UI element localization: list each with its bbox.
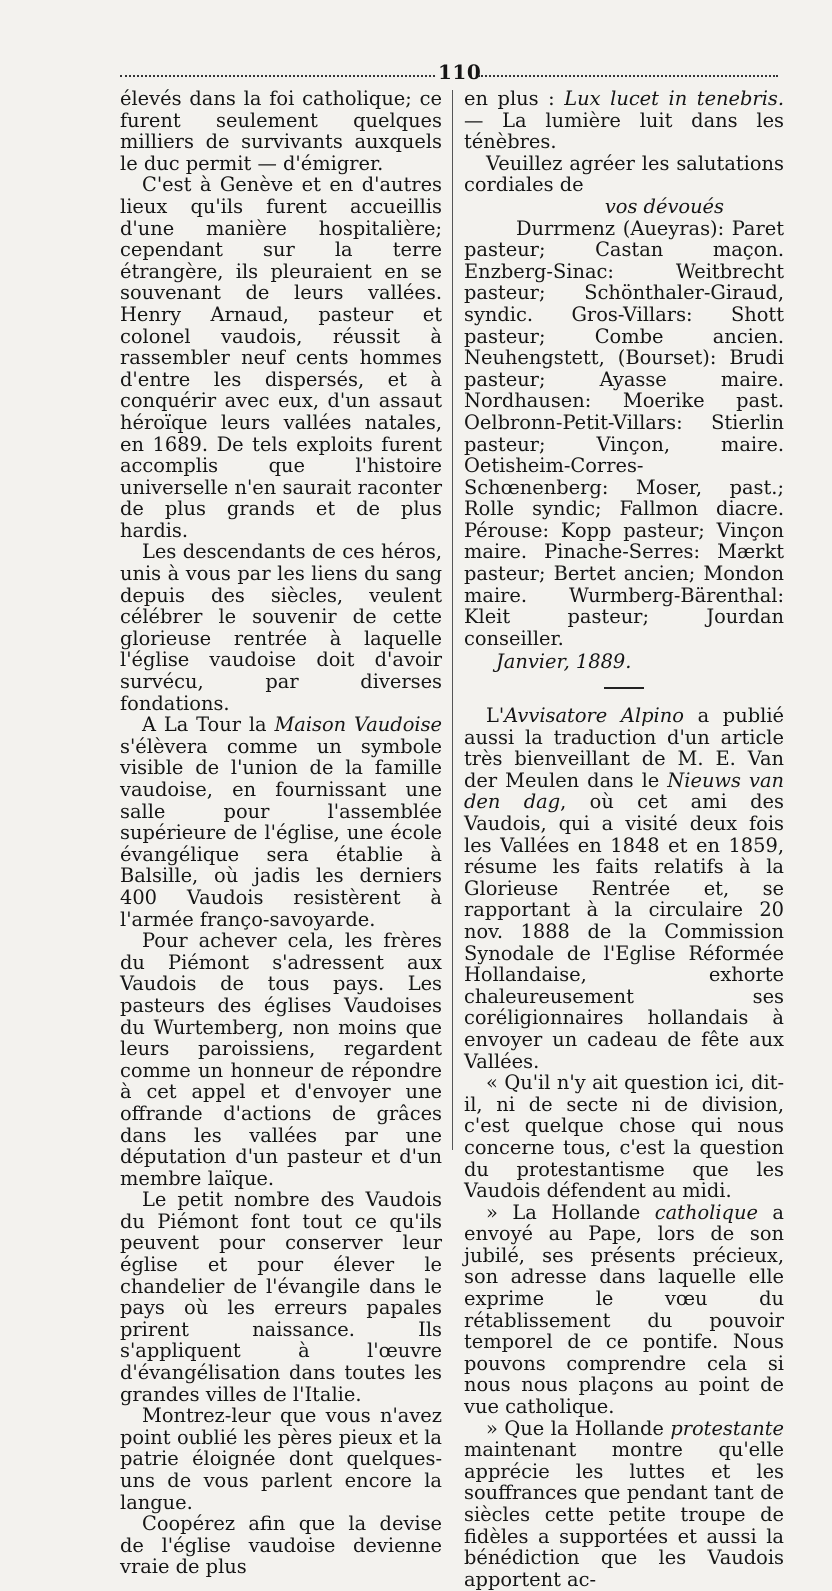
- right-column: [464, 88, 784, 1590]
- latin-motto: Lux lucet in tenebris.: [564, 87, 785, 110]
- column-divider: [452, 90, 453, 1150]
- paragraph: Pour achever cela, les frères du Piémont s'adressent aux Vaudois de tous pays. Les pasteurs des églises Vaudoises du Wurtemberg, non moins que leurs paroissiens, regardent comme un honneur de répondre à cet appel et d'envoyer une offrande d'actions de grâces dans les vallées par une députation d'un pasteur et d'un membre laïque.: [120, 929, 442, 1190]
- italic-word: catholique: [654, 1200, 758, 1224]
- text-run: A La Tour la: [142, 713, 275, 737]
- paragraph: Montrez-leur que vous n'avez point oublié les pères pieux et la patrie éloignée dont quelques-uns de vous parlent encore la langue.: [120, 1404, 442, 1514]
- text-run: L': [486, 704, 505, 728]
- text-run: s'élèvera comme un symbole visible de l'union de la famille vaudoise, en fournissant une salle pour l'assemblée supérieure de l'église, une école évangélique sera établie à Balsille, où jadis les derniers 400 Vaudois resistèrent à l'armée franço-savoyarde.: [120, 734, 442, 931]
- italic-word: protestante: [670, 1416, 784, 1440]
- text-run: a publié aussi la traduction d'un article très bienveillant de M. E. Van der Meulen dans le: [464, 704, 784, 792]
- text-run: » La Hollande: [486, 1200, 655, 1224]
- paragraph-maison-vaudoise: [120, 714, 442, 930]
- text-run: maintenant montre qu'elle apprécie les luttes et les souffrances que pendant tant de siècles cette petite troupe de fidèles a supportées et aussi la bénédiction que les Vaudois apportent ac-: [464, 1438, 784, 1591]
- text-run: a envoyé au Pape, lors de son jubilé, ses présents précieux, son adresse dans laquelle elle exprime le vœu du rétablissement du pouvoir temporel de ce pontife. Nous pouvons comprendre cela si nous nous plaçons au point de vue catholique.: [464, 1200, 784, 1419]
- paragraph: Coopérez afin que la devise de l'église vaudoise devienne vraie de plus: [120, 1512, 442, 1579]
- paragraph-quote: [464, 1418, 784, 1591]
- page-number: 110: [438, 60, 482, 84]
- header-rule-left: [120, 75, 435, 77]
- section-divider: [604, 687, 644, 689]
- text-run: en plus :: [464, 87, 565, 110]
- left-column: [120, 88, 442, 1578]
- paragraph-quote: [464, 1202, 784, 1418]
- paragraph-avvisatore: [464, 705, 784, 1072]
- text-run: , où cet ami des Vaudois, qui a visité deux fois les Vallées en 1848 et en 1859, résume les faits relatifs à la Glorieuse Rentrée et, se rapportant à la circulaire 20 nov. 1888 de la Commission Synodale de l'Eglise Réformée Hollandaise, exhorte chaleureusement ses coréligionnaires hollandais à envoyer un cadeau de fête aux Vallées.: [464, 790, 784, 1073]
- text-run: — La lumière luit dans les ténèbres.: [464, 108, 784, 154]
- signatories: Durrmenz (Aueyras): Paret pasteur; Castan maçon. Enzberg-Sinac: Weitbrecht pasteur; Schönthaler-Giraud, syndic. Gros-Villars: Shott pasteur; Combe ancien. Neuhengstett, (Bourset): Brudi pasteur; Ayasse maire. Nordhausen: Moerike past. Oelbronn-Petit-Villars: Stierlin pasteur; Vinçon, maire. Oetisheim-Corres-Schœnenberg: Moser, past.; Rolle syndic; Fallmon diacre. Pérouse: Kopp pasteur; Vinçon maire. Pinache-Serres: Mærkt pasteur; Bertet ancien; Mondon maire. Wurmberg-Bärenthal: Kleit pasteur; Jourdan conseiller.: [464, 216, 784, 650]
- letter-date: Janvier, 1889.: [496, 650, 632, 674]
- italic-title: Avvisatore Alpino: [504, 704, 684, 728]
- paragraph-salutations: Veuillez agréer les salutations cordiales de: [464, 151, 784, 197]
- header-rule-right: [478, 75, 778, 77]
- paragraph-motto: [464, 88, 784, 153]
- paragraph: élevés dans la foi catholique; ce furent seulement quelques milliers de survivants auxquels le duc permit — d'émigrer.: [120, 87, 442, 175]
- paragraph: C'est à Genève et en d'autres lieux qu'ils furent accueillis d'une manière hospitalière; cependant sur la terre étrangère, ils pleuraient en se souvenant de leurs vallées. Henry Arnaud, pasteur et colonel vaudois, réussit à rassembler neuf cents hommes d'entre les dispersés, et à conquérir avec eux, d'un assaut héroïque leurs vallées natales, en 1689. De tels exploits furent accomplis que l'histoire universelle n'en saurait raconter de plus grands et de plus hardis.: [120, 173, 442, 542]
- text-run: » Que la Hollande: [486, 1416, 671, 1440]
- paragraph: Les descendants de ces héros, unis à vous par les liens du sang depuis des siècles, veulent célébrer le souvenir de cette glorieuse rentrée à laquelle l'église vaudoise doit d'avoir survécu, par diverses fondations.: [120, 540, 442, 715]
- paragraph-quote: « Qu'il n'y ait question ici, dit-il, ni de secte ni de division, c'est quelque chose qui nous concerne tous, c'est la question du protestantisme que les Vaudois défendent au midi.: [464, 1071, 784, 1203]
- italic-title: Nieuws van den dag: [464, 768, 784, 814]
- paragraph: Le petit nombre des Vaudois du Piémont font tout ce qu'ils peuvent pour conserver leur église et pour élever le chandelier de l'évangile dans le pays où les erreurs papales prirent naissance. Ils s'appliquent à l'œuvre d'évangélisation dans toutes les grandes villes de l'Italie.: [120, 1188, 442, 1406]
- italic-title: Maison Vaudoise: [274, 713, 442, 737]
- closing: vos dévoués: [604, 194, 724, 218]
